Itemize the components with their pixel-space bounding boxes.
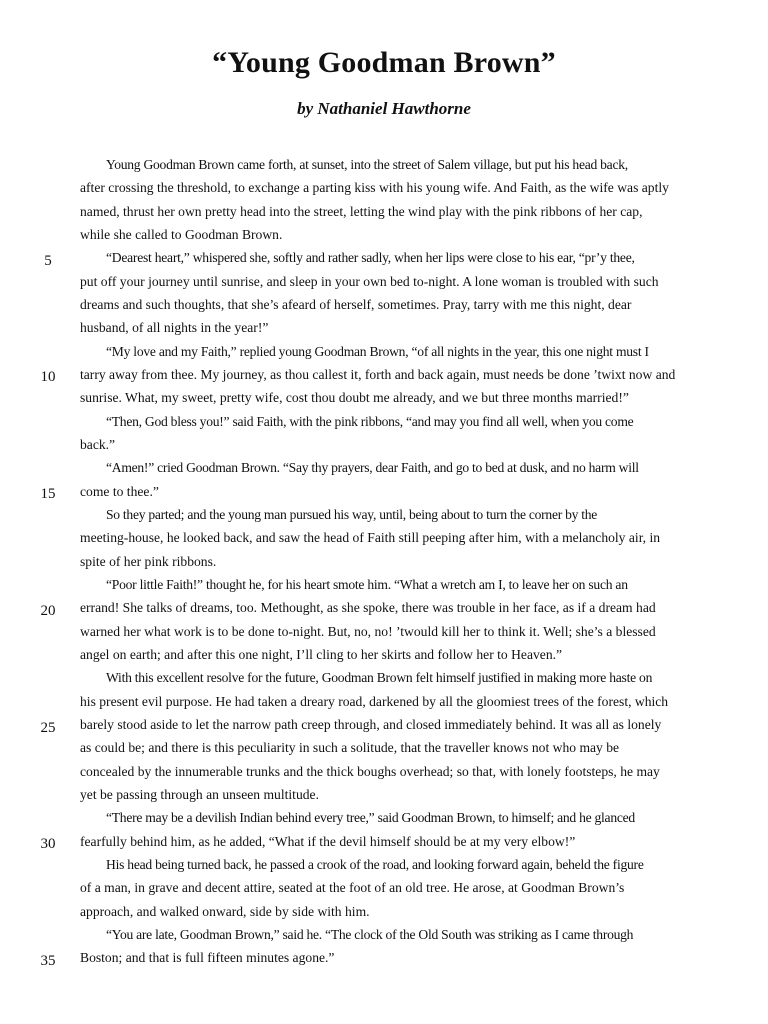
text-line: after crossing the threshold, to exchange a parting kiss with his young wife. And Faith, as the wife was aptly (80, 180, 669, 195)
line-number: 20 (40, 603, 56, 619)
text-line: “Poor little Faith!” thought he, for his heart smote him. “What a wretch am I, to leave her on such an (106, 577, 628, 592)
text-line: “Amen!” cried Goodman Brown. “Say thy prayers, dear Faith, and go to bed at dusk, and no harm will (106, 460, 639, 475)
text-line: errand! She talks of dreams, too. Methought, as she spoke, there was trouble in her face, as if a dream had (80, 600, 656, 615)
text-line: dreams and such thoughts, that she’s afeard of herself, sometimes. Pray, tarry with me this night, dear (80, 297, 632, 312)
text-line: With this excellent resolve for the future, Goodman Brown felt himself justified in making more haste on (106, 670, 653, 685)
line-number: 5 (44, 253, 52, 269)
text-line: named, thrust her own pretty head into the street, letting the wind play with the pink ribbons of her cap, (80, 204, 643, 219)
text-line: angel on earth; and after this one night, I’ll cling to her skirts and follow her to Heaven.” (80, 647, 563, 662)
text-line: husband, of all nights in the year!” (80, 320, 269, 335)
text-line: concealed by the innumerable trunks and the thick boughs overhead; so that, with lonely footsteps, he may (80, 764, 660, 779)
text-line: approach, and walked onward, side by side with him. (80, 904, 370, 919)
text-line: spite of her pink ribbons. (80, 554, 217, 569)
line-number: 30 (40, 836, 56, 852)
text-line: yet be passing through an unseen multitude. (80, 787, 319, 802)
text-line: “Then, God bless you!” said Faith, with the pink ribbons, “and may you find all well, when you come (106, 414, 634, 429)
text-line: fearfully behind him, as he added, “What if the devil himself should be at my very elbow!” (80, 834, 576, 849)
text-line: tarry away from thee. My journey, as thou callest it, forth and back again, must needs be done ’twixt now and (80, 367, 676, 382)
text-line: “There may be a devilish Indian behind every tree,” said Goodman Brown, to himself; and he glanced (106, 810, 635, 825)
text-line: “You are late, Goodman Brown,” said he. “The clock of the Old South was striking as I came through (106, 927, 634, 942)
line-number: 25 (40, 720, 56, 736)
text-line: “Dearest heart,” whispered she, softly and rather sadly, when her lips were close to his ear, “pr’y thee, (106, 250, 635, 265)
line-number: 15 (40, 486, 56, 502)
author-byline: by Nathaniel Hawthorne (297, 99, 471, 118)
text-line: sunrise. What, my sweet, pretty wife, cost thou doubt me already, and we but three months married!” (80, 390, 629, 405)
text-line: Boston; and that is full fifteen minutes agone.” (80, 950, 335, 965)
text-line: “My love and my Faith,” replied young Goodman Brown, “of all nights in the year, this one night must I (106, 344, 649, 359)
text-line: come to thee.” (80, 484, 159, 499)
line-number: 35 (40, 953, 56, 969)
text-line: meeting-house, he looked back, and saw the head of Faith still peeping after him, with a melancholy air, in (80, 530, 661, 545)
text-line: So they parted; and the young man pursued his way, until, being about to turn the corner by the (106, 507, 598, 522)
text-line: Young Goodman Brown came forth, at sunset, into the street of Salem village, but put his head back, (106, 157, 628, 172)
text-line: warned her what work is to be done to-night. But, no, no! ’twould kill her to think it. Well; she’s a blessed (80, 624, 656, 639)
text-line: while she called to Goodman Brown. (80, 227, 283, 242)
text-line: of a man, in grave and decent attire, seated at the foot of an old tree. He arose, at Goodman Brown’s (80, 880, 625, 895)
line-number: 10 (40, 369, 56, 385)
text-line: barely stood aside to let the narrow path creep through, and closed immediately behind. It was all as lonely (80, 717, 662, 732)
text-line: his present evil purpose. He had taken a dreary road, darkened by all the gloomiest trees of the forest, which (80, 694, 669, 709)
text-line: put off your journey until sunrise, and sleep in your own bed to-night. A lone woman is troubled with such (80, 274, 659, 289)
text-line: as could be; and there is this peculiarity in such a solitude, that the traveller knows not who may be (80, 740, 620, 755)
text-line: His head being turned back, he passed a crook of the road, and looking forward again, beheld the figure (106, 857, 644, 872)
page-title: “Young Goodman Brown” (212, 46, 556, 79)
text-line: back.” (80, 437, 116, 452)
